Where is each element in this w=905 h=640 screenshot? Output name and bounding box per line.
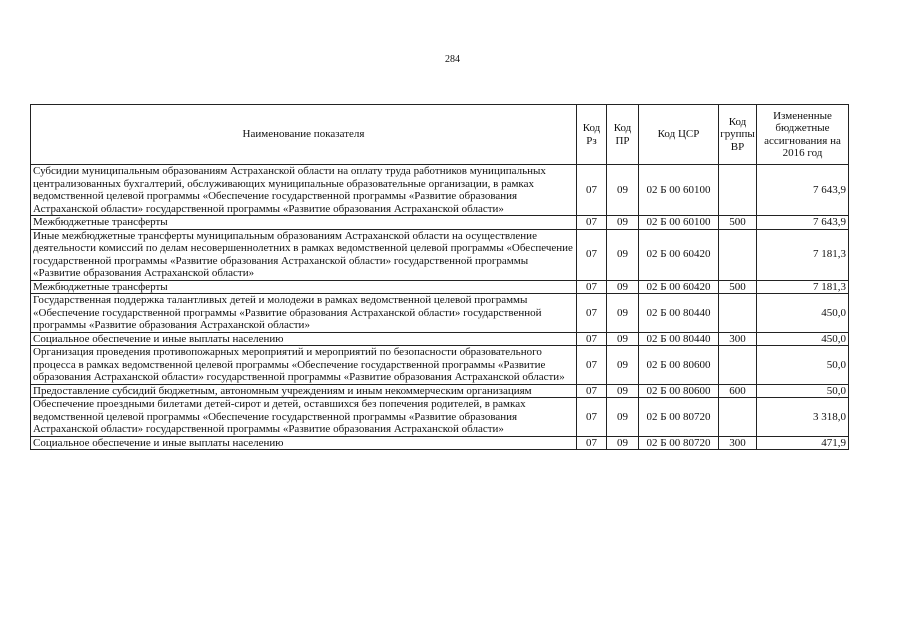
row-pr: 09	[607, 384, 639, 398]
row-csr: 02 Б 00 80600	[639, 384, 719, 398]
row-amount: 7 181,3	[757, 280, 849, 294]
row-amount: 50,0	[757, 346, 849, 385]
row-name: Предоставление субсидий бюджетным, автономным учреждениям и иным некоммерческим организациям	[31, 384, 577, 398]
row-vr: 300	[719, 332, 757, 346]
row-name: Субсидии муниципальным образованиям Астраханской области на оплату труда работников муниципальных централизованных бухгалтерий, обслуживающих муниципальные образовательные организации, в рамках ведомственной целевой программы «Обеспечение государственной программы «Развитие образования Астраханской области» государственной программы «Развитие образования Астраханской области»	[31, 165, 577, 216]
row-rz: 07	[577, 280, 607, 294]
header-pr: Код ПР	[607, 105, 639, 165]
row-rz: 07	[577, 384, 607, 398]
row-pr: 09	[607, 346, 639, 385]
row-csr: 02 Б 00 60100	[639, 165, 719, 216]
row-vr: 500	[719, 280, 757, 294]
table-row	[31, 280, 849, 294]
row-name: Иные межбюджетные трансферты муниципальным образованиям Астраханской области на осуществление деятельности комиссий по делам несовершеннолетних в рамках ведомственной целевой программы «Обеспечение государственной программы «Развитие образования Астраханской области» государственной программы «Развитие образования Астраханской области»	[31, 229, 577, 280]
row-rz: 07	[577, 294, 607, 333]
row-csr: 02 Б 00 60420	[639, 280, 719, 294]
budget-table	[30, 104, 849, 450]
table-row	[31, 436, 849, 450]
row-pr: 09	[607, 229, 639, 280]
row-rz: 07	[577, 229, 607, 280]
row-csr: 02 Б 00 80720	[639, 436, 719, 450]
row-amount: 7 643,9	[757, 216, 849, 230]
row-name: Социальное обеспечение и иные выплаты населению	[31, 332, 577, 346]
row-csr: 02 Б 00 80440	[639, 294, 719, 333]
page-number: 284	[445, 54, 460, 65]
header-rz: Код Рз	[577, 105, 607, 165]
table-header-row	[31, 105, 849, 165]
row-pr: 09	[607, 216, 639, 230]
row-rz: 07	[577, 436, 607, 450]
row-csr: 02 Б 00 80440	[639, 332, 719, 346]
row-amount: 7 181,3	[757, 229, 849, 280]
row-name: Обеспечение проездными билетами детей-сирот и детей, оставшихся без попечения родителей, в рамках ведомственной целевой программы «Обеспечение государственной программы «Развитие образования Астраханской области» государственной программы «Развитие образования Астраханской области»	[31, 398, 577, 437]
row-vr	[719, 229, 757, 280]
row-rz: 07	[577, 398, 607, 437]
row-vr	[719, 346, 757, 385]
row-rz: 07	[577, 346, 607, 385]
row-vr	[719, 165, 757, 216]
row-pr: 09	[607, 436, 639, 450]
row-name: Организация проведения противопожарных мероприятий и мероприятий по безопасности образовательного процесса в рамках ведомственной целевой программы «Обеспечение государственной программы «Развитие образования Астраханской области» государственной программы «Развитие образования Астраханской области»	[31, 346, 577, 385]
row-amount: 7 643,9	[757, 165, 849, 216]
row-vr	[719, 294, 757, 333]
row-amount: 450,0	[757, 294, 849, 333]
row-csr: 02 Б 00 80720	[639, 398, 719, 437]
row-amount: 50,0	[757, 384, 849, 398]
header-name: Наименование показателя	[31, 105, 577, 165]
row-name: Межбюджетные трансферты	[31, 216, 577, 230]
header-amount: Измененные бюджетные ассигнования на 2016 год	[757, 105, 849, 165]
row-pr: 09	[607, 398, 639, 437]
row-vr	[719, 398, 757, 437]
table-row	[31, 384, 849, 398]
row-pr: 09	[607, 332, 639, 346]
table-row	[31, 332, 849, 346]
table-row	[31, 294, 849, 333]
row-rz: 07	[577, 216, 607, 230]
header-csr: Код ЦСР	[639, 105, 719, 165]
row-pr: 09	[607, 280, 639, 294]
row-name: Межбюджетные трансферты	[31, 280, 577, 294]
row-pr: 09	[607, 294, 639, 333]
row-rz: 07	[577, 165, 607, 216]
table-row	[31, 346, 849, 385]
row-csr: 02 Б 00 60420	[639, 229, 719, 280]
row-name: Социальное обеспечение и иные выплаты населению	[31, 436, 577, 450]
row-csr: 02 Б 00 60100	[639, 216, 719, 230]
row-vr: 600	[719, 384, 757, 398]
row-amount: 450,0	[757, 332, 849, 346]
table-row	[31, 216, 849, 230]
row-vr: 500	[719, 216, 757, 230]
row-name: Государственная поддержка талантливых детей и молодежи в рамках ведомственной целевой программы «Обеспечение государственной программы «Развитие образования Астраханской области» государственной программы «Развитие образования Астраханской области»	[31, 294, 577, 333]
row-vr: 300	[719, 436, 757, 450]
row-csr: 02 Б 00 80600	[639, 346, 719, 385]
header-vr: Код группы ВР	[719, 105, 757, 165]
row-rz: 07	[577, 332, 607, 346]
table-row	[31, 229, 849, 280]
row-pr: 09	[607, 165, 639, 216]
table-row	[31, 165, 849, 216]
table-row	[31, 398, 849, 437]
row-amount: 471,9	[757, 436, 849, 450]
row-amount: 3 318,0	[757, 398, 849, 437]
